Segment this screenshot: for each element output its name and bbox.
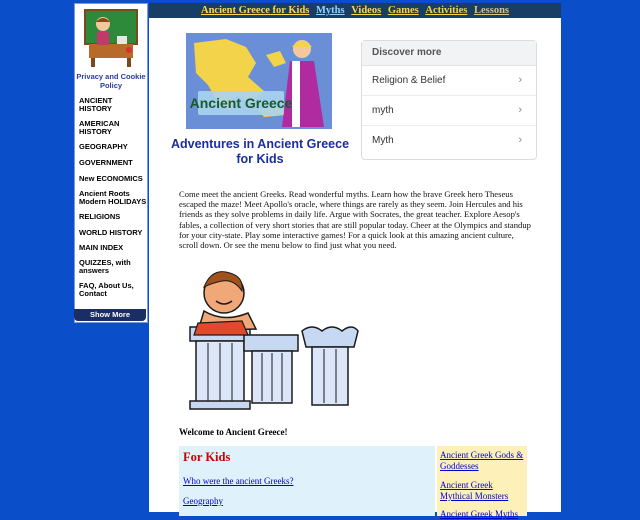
sidebar-item-american-history[interactable]: AMERICAN HISTORY — [79, 119, 120, 136]
sidebar-item-faq[interactable]: FAQ, About Us, Contact — [79, 281, 134, 298]
geography-link[interactable]: Geography — [183, 496, 223, 506]
sidebar-item-ancient-history[interactable]: ANCIENT HISTORY — [79, 96, 113, 113]
discover-item-religion[interactable] — [362, 66, 536, 96]
main-content — [149, 3, 561, 519]
sidebar-item-religions[interactable]: RELIGIONS — [79, 212, 121, 221]
nav-ancient-greece[interactable]: Ancient Greece for Kids — [201, 5, 310, 16]
nav-myths[interactable]: Myths — [316, 5, 345, 16]
logo-text: Ancient Greece — [189, 95, 293, 111]
greek-myths-link[interactable]: Ancient Greek Myths — [440, 509, 518, 519]
page-title: Adventures in Ancient Greece for Kids — [170, 137, 350, 166]
sidebar-item-geography[interactable]: GEOGRAPHY — [79, 142, 128, 151]
discover-item-label: myth — [372, 105, 394, 116]
sidebar-item-economics[interactable]: New ECONOMICS — [79, 174, 143, 183]
for-kids-title: For Kids — [183, 450, 231, 464]
discover-item-myth-lower[interactable] — [362, 96, 536, 126]
nav-activities[interactable]: Activities — [425, 5, 468, 16]
intro-paragraph: Come meet the ancient Greeks. Read wonderful myths. Learn how the brave Greek hero Theseus escaped the maze! Meet Apollo's oracle, where things are rarely as they seem. Join Hercules and his friends as they solve problems in daily life. Argue with Socrates, the great teacher. Explore Aesop's fables, a collection of very short stories that are still popular today. Cheer at the Olympics and standup for your city-state. Play some interactive games! For a quick look at this amazing ancient culture, scroll down. Or see the menu below to find just what you need. — [179, 189, 531, 251]
show-more-button[interactable]: Show More — [74, 309, 146, 321]
sidebar-item-main-index[interactable]: MAIN INDEX — [79, 243, 124, 252]
chevron-right-icon: › — [518, 134, 522, 146]
greek-topics-box — [437, 446, 527, 519]
sidebar-item-holidays[interactable]: Ancient Roots Modern HOLIDAYS — [79, 189, 147, 206]
nav-lessons[interactable]: Lessons — [473, 5, 509, 16]
discover-item-myth[interactable] — [362, 126, 536, 155]
welcome-heading: Welcome to Ancient Greece! — [179, 427, 288, 437]
discover-item-label: Religion & Belief — [372, 75, 446, 86]
ancient-greece-logo[interactable] — [186, 33, 332, 129]
gods-goddesses-link[interactable]: Ancient Greek Gods & Goddesses — [440, 450, 524, 471]
mythical-monsters-link[interactable]: Ancient Greek Mythical Monsters — [440, 480, 509, 501]
who-were-greeks-link[interactable]: Who were the ancient Greeks? — [183, 476, 294, 486]
nav-games[interactable]: Games — [387, 5, 419, 16]
sidebar-item-world-history[interactable]: WORLD HISTORY — [79, 228, 143, 237]
boy-on-columns-illustration-icon — [182, 265, 362, 411]
teacher-illustration-icon — [81, 6, 141, 68]
top-nav — [149, 3, 561, 18]
chevron-right-icon: › — [518, 74, 522, 86]
for-kids-box — [179, 446, 435, 516]
sidebar — [74, 3, 148, 323]
sidebar-item-quizzes[interactable]: QUIZZES, with answers — [79, 258, 131, 275]
discover-more-panel — [361, 40, 537, 160]
sidebar-item-government[interactable]: GOVERNMENT — [79, 158, 133, 167]
privacy-policy-link[interactable]: Privacy and Cookie Policy — [76, 72, 146, 90]
nav-videos[interactable]: Videos — [351, 5, 382, 16]
discover-item-label: Myth — [372, 135, 394, 146]
discover-more-heading: Discover more — [362, 41, 536, 66]
sidebar-nav — [79, 97, 147, 298]
chevron-right-icon: › — [518, 104, 522, 116]
